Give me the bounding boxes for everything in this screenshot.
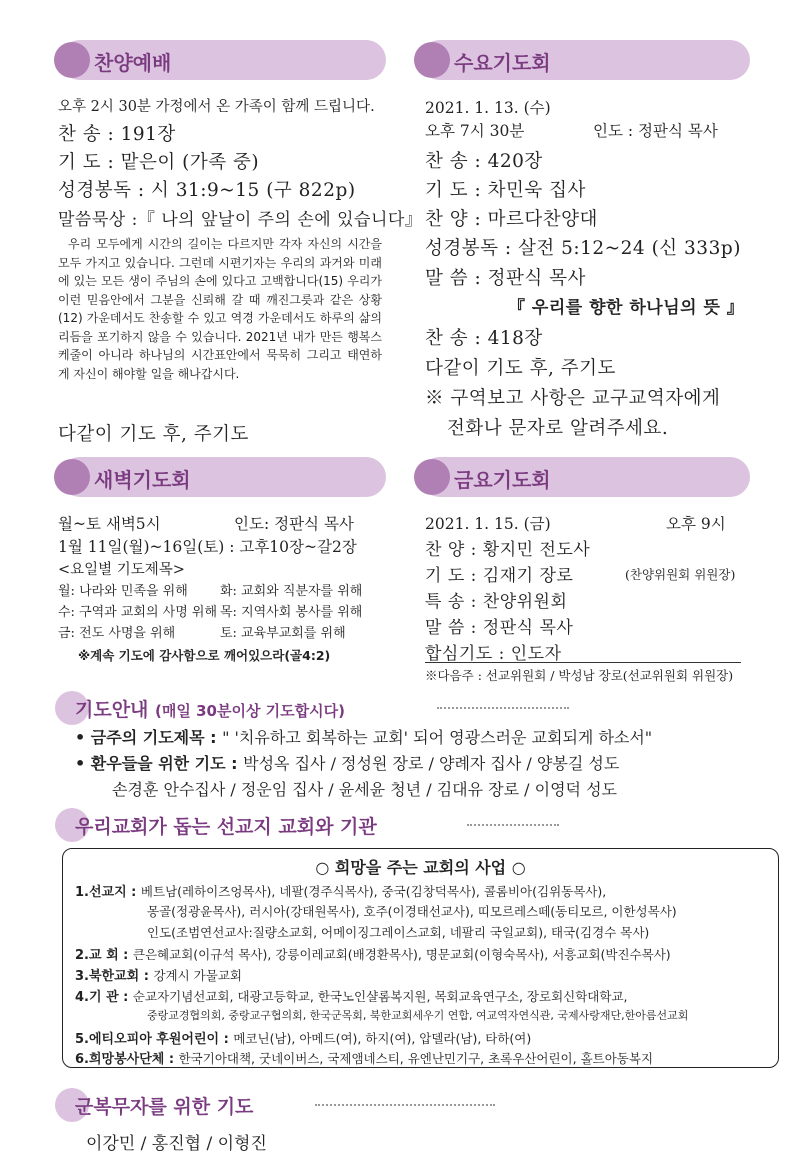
friday-date: 2021. 1. 15. (금) <box>425 515 551 533</box>
sick-prayer-names1: 박성옥 집사 / 정성원 장로 / 양례자 집사 / 양봉길 성도 <box>243 754 620 773</box>
mission-row-text: 강계시 가물교회 <box>153 968 242 983</box>
sunday-prayer: 기 도 : 맡은이 (가족 중) <box>58 152 260 173</box>
wednesday-date: 2021. 1. 13. (수) <box>425 99 551 117</box>
section-dotted-line <box>467 824 559 826</box>
dawn-topic-thu: 목: 지역사회 봉사를 위해 <box>220 605 363 620</box>
dawn-topic-mon: 월: 나라와 민족을 위해 <box>58 584 188 599</box>
mission-row <box>75 881 606 900</box>
prayer-guide-title-wrap <box>75 695 345 722</box>
sunday-sermon: 말씀묵상 :『 나의 앞날이 주의 손에 있습니다』 <box>58 210 423 230</box>
sunday-hymn: 찬 송 : 191장 <box>58 124 176 145</box>
friday-unison: 합심기도 : 인도자 <box>425 644 562 664</box>
wednesday-notice2: 전화나 문자로 알려주세요. <box>447 418 669 439</box>
mission-row-label: 4.기 관 : <box>75 990 133 1005</box>
wednesday-prayer: 기 도 : 차민욱 집사 <box>425 180 586 201</box>
mission-row-text: 중랑교경협의회, 중랑교구협의회, 한국군목회, 북한교회세우기 연합, 여교역자연식관, 국제사랑재단,한아름선교회 <box>147 1009 689 1022</box>
friday-praise: 찬 양 : 황지민 전도사 <box>425 540 591 560</box>
section-dotted-line <box>437 707 569 709</box>
sunday-reading: 성경봉독 : 시 31:9~15 (구 822p) <box>58 180 356 201</box>
sunday-header <box>60 40 386 80</box>
mission-row-text: 베트남(레하이즈엉목사), 네팔(경주식목사), 중국(김창덕목사), 콜롬비아(김위동목사), <box>140 884 607 899</box>
dawn-topics-title: <요일별 기도제목> <box>58 562 185 578</box>
missions-box-title: ○ 희망을 주는 교회의 사업 ○ <box>315 858 526 877</box>
mission-row-text: 메코닌(남), 아메드(여), 하지(여), 압델라(남), 타하(여) <box>233 1031 532 1046</box>
wednesday-leader: 인도 : 정판식 목사 <box>593 122 718 140</box>
friday-prayer: 기 도 : 김재기 장로 <box>425 566 574 586</box>
mission-row-text: 한국기아대책, 굿네이버스, 국제앰네스티, 유엔난민기구, 초록우산어린이, 홀트아동복지 <box>178 1051 654 1066</box>
mission-row-text: 큰은혜교회(이규석 목사), 강릉이레교회(배경환목사), 명문교회(이형숙목사), 서흥교회(박진수목사) <box>132 947 671 962</box>
wednesday-sermon-title: 『 우리를 향한 하나님의 뜻 』 <box>508 298 745 318</box>
sick-prayer-label: • 환우들을 위한 기도 : <box>75 754 244 773</box>
friday-time: 오후 9시 <box>666 515 726 533</box>
wednesday-notice1: ※ 구역보고 사항은 교구교역자에게 <box>425 388 721 409</box>
dawn-leader: 인도: 정판식 목사 <box>234 515 354 533</box>
header-dot-icon <box>54 459 90 495</box>
header-dot-icon <box>414 42 450 78</box>
mission-row <box>147 923 649 941</box>
mission-row <box>75 944 671 963</box>
header-dot-icon <box>54 42 90 78</box>
weekly-prayer-text: " '치유하고 회복하는 교회' 되어 영광스러운 교회되게 하소서" <box>222 728 653 747</box>
dawn-header <box>60 457 386 497</box>
wednesday-hymn1: 찬 송 : 420장 <box>425 151 543 172</box>
friday-header <box>420 457 750 497</box>
friday-divider <box>425 662 741 663</box>
wednesday-title: 수요기도회 <box>454 51 551 75</box>
mission-row <box>75 1028 531 1047</box>
wednesday-time: 오후 7시 30분 <box>425 122 525 140</box>
header-dot-icon <box>414 459 450 495</box>
mission-row-label: 6.희망봉사단체 : <box>75 1052 179 1067</box>
mission-row <box>75 965 242 984</box>
dawn-range: 1월 11일(월)~16일(토) : 고후10장~갈2장 <box>58 538 357 556</box>
wednesday-hymn2: 찬 송 : 418장 <box>425 328 543 349</box>
friday-next-line <box>425 666 733 684</box>
wednesday-praise: 찬 양 : 마르다찬양대 <box>425 209 598 230</box>
mission-row <box>75 986 628 1005</box>
sick-prayer-names2: 손경훈 안수집사 / 정운임 집사 / 윤세윤 청년 / 김대유 장로 / 이영덕 성도 <box>112 780 617 799</box>
mission-row-label: 5.에티오피아 후원어린이 : <box>75 1032 234 1047</box>
prisoners-names: 이강민 / 홍진협 / 이형진 <box>86 1134 267 1154</box>
friday-special: 특 송 : 찬양위원회 <box>425 592 568 612</box>
mission-row-text: 순교자기념선교회, 대광고등학교, 한국노인샬롬복지원, 목회교육연구소, 장로회신학대학교, <box>132 989 628 1004</box>
section-dotted-line <box>315 1104 495 1106</box>
mission-row <box>147 1007 688 1023</box>
wednesday-reading: 성경봉독 : 살전 5:12~24 (신 333p) <box>425 238 741 259</box>
sick-prayer-line <box>75 751 619 774</box>
sunday-closing: 다같이 기도 후, 주기도 <box>58 424 249 445</box>
friday-next: 선교위원회 / 박성남 장로(선교위원회 위원장) <box>485 668 734 683</box>
mission-row <box>75 1048 653 1067</box>
sunday-paragraph: 우리 모두에게 시간의 길이는 다르지만 각자 자신의 시간을 모두 가지고 있습니다. 그런데 시편기자는 우리의 과거와 미래에 있는 모든 생이 주님의 손에 있다고 고백합니다(15) 우리가 이런 믿음안에서 그분을 신뢰해 갈 때 깨진그릇과 같은 상황(12) 가운데서도 찬송할 수 있고 역경 가운데서도 하루의 삶의 리듬을 포기하지 않을 수 있습니다. 2021년 내가 만든 행복스케줄이 아니라 하나님의 시간표안에서 묵묵히 그리고 태연하게 자신이 해야할 일을 해나갑시다. <box>58 237 382 381</box>
dawn-title: 새벽기도회 <box>94 468 191 492</box>
dawn-days: 월~토 새벽5시 <box>58 515 161 533</box>
mission-row <box>147 902 677 920</box>
dawn-topic-tue: 화: 교회와 직분자를 위해 <box>220 584 363 599</box>
mission-row-text: 몽골(정광윤목사), 러시아(강태원목사), 호주(이경태선교사), 띠모르레스떼(동티모르, 이한성목사) <box>147 904 677 919</box>
wednesday-header <box>420 40 750 80</box>
prayer-guide-subtitle: (매일 30분이상 기도합시다) <box>155 702 345 720</box>
missions-title: 우리교회가 돕는 선교지 교회와 기관 <box>75 816 377 838</box>
dawn-verse: ※계속 기도에 감사함으로 깨어있으라(골4:2) <box>78 648 331 663</box>
mission-row-label: 3.북한교회 : <box>75 969 154 984</box>
weekly-prayer-label: • 금주의 기도제목 : <box>75 728 223 747</box>
friday-preacher: 말 씀 : 정판식 목사 <box>425 618 574 638</box>
friday-prayer-note: (찬양위원회 위원장) <box>625 567 736 582</box>
friday-next-label: ※다음주 : <box>425 668 486 683</box>
dawn-topic-sat: 토: 교육부교회를 위해 <box>220 626 346 641</box>
dawn-topic-fri: 금: 전도 사명을 위해 <box>58 626 176 641</box>
mission-row-label: 1.선교지 : <box>75 885 141 900</box>
wednesday-preacher: 말 씀 : 정판식 목사 <box>425 268 586 289</box>
sunday-title: 찬양예배 <box>94 51 172 75</box>
weekly-prayer-line <box>75 725 652 748</box>
prayer-guide-title: 기도안내 <box>75 699 149 721</box>
mission-row-label: 2.교 회 : <box>75 948 133 963</box>
friday-title: 금요기도회 <box>454 468 551 492</box>
wednesday-closing: 다같이 기도 후, 주기도 <box>425 358 616 379</box>
dawn-topic-wed: 수: 구역과 교회의 사명 위해 <box>58 605 218 620</box>
missions-box <box>62 848 779 1068</box>
sunday-intro: 오후 2시 30분 가정에서 온 가족이 함께 드립니다. <box>58 99 375 115</box>
prisoners-title: 군복무자를 위한 기도 <box>75 1096 254 1118</box>
mission-row-text: 인도(조범연선교사:질량소교회, 어메이징그레이스교회, 네팔리 국일교회), 태국(김경수 목사) <box>147 925 650 940</box>
